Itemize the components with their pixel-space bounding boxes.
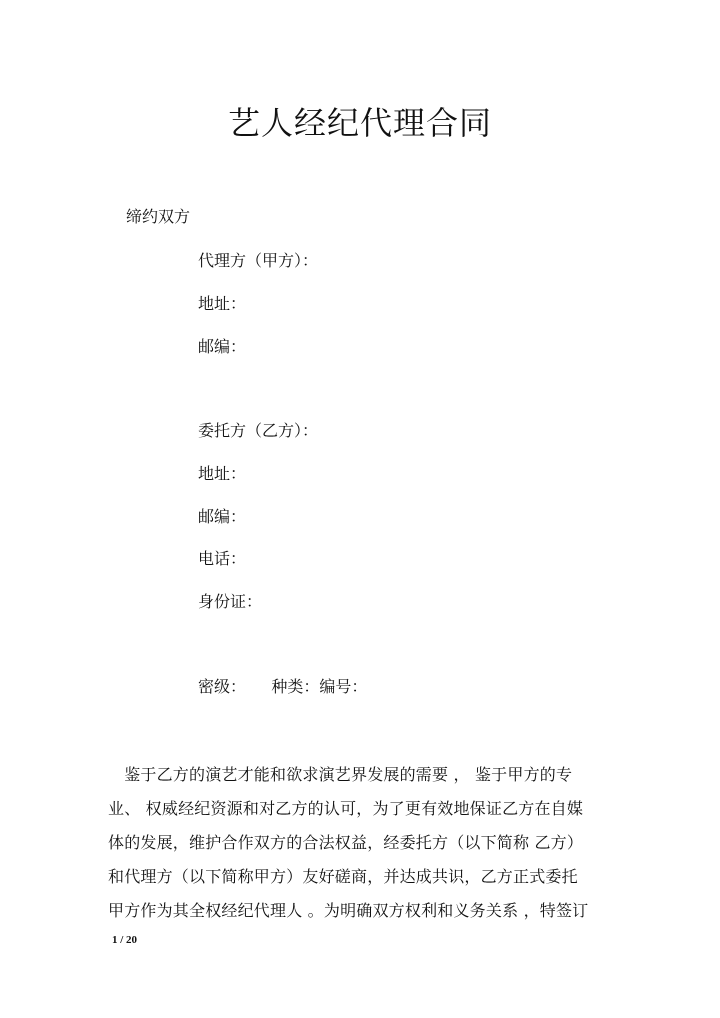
party-a-heading: 代理方（甲方）： [198,251,319,270]
paragraph-line: 鉴于乙方的演艺才能和欲求演艺界发展的需要 ， 鉴于甲方的专 [108,765,573,784]
paragraph-line: 和代理方（以下简称甲方）友好磋商，并达成共识，乙方正式委托 [108,867,578,886]
meta-line: 密级： 种类：编号： [198,677,368,696]
party-b-postcode-label: 邮编： [198,507,247,526]
party-b-phone-label: 电话： [198,549,247,568]
paragraph-line: 甲方作为其全权经纪代理人 。为明确双方权利和义务关系 ，特签订 [108,901,589,920]
paragraph-line: 体的发展，维护合作双方的合法权益，经委托方（以下简称 乙方） [108,833,584,852]
document-title: 艺人经纪代理合同 [227,104,492,142]
paragraph-line: 业、 权威经纪资源和对乙方的认可，为了更有效地保证乙方在自媒 [108,799,584,818]
party-b-id-label: 身份证： [198,592,263,611]
party-a-postcode-label: 邮编： [198,337,247,356]
page-indicator: 1 / 20 [112,934,138,946]
preamble-paragraph [108,758,608,928]
section-label-parties: 缔约双方 [126,207,191,226]
party-b-address-label: 地址： [198,464,247,483]
party-b-heading: 委托方（乙方）： [198,421,319,440]
party-a-address-label: 地址： [198,294,247,313]
